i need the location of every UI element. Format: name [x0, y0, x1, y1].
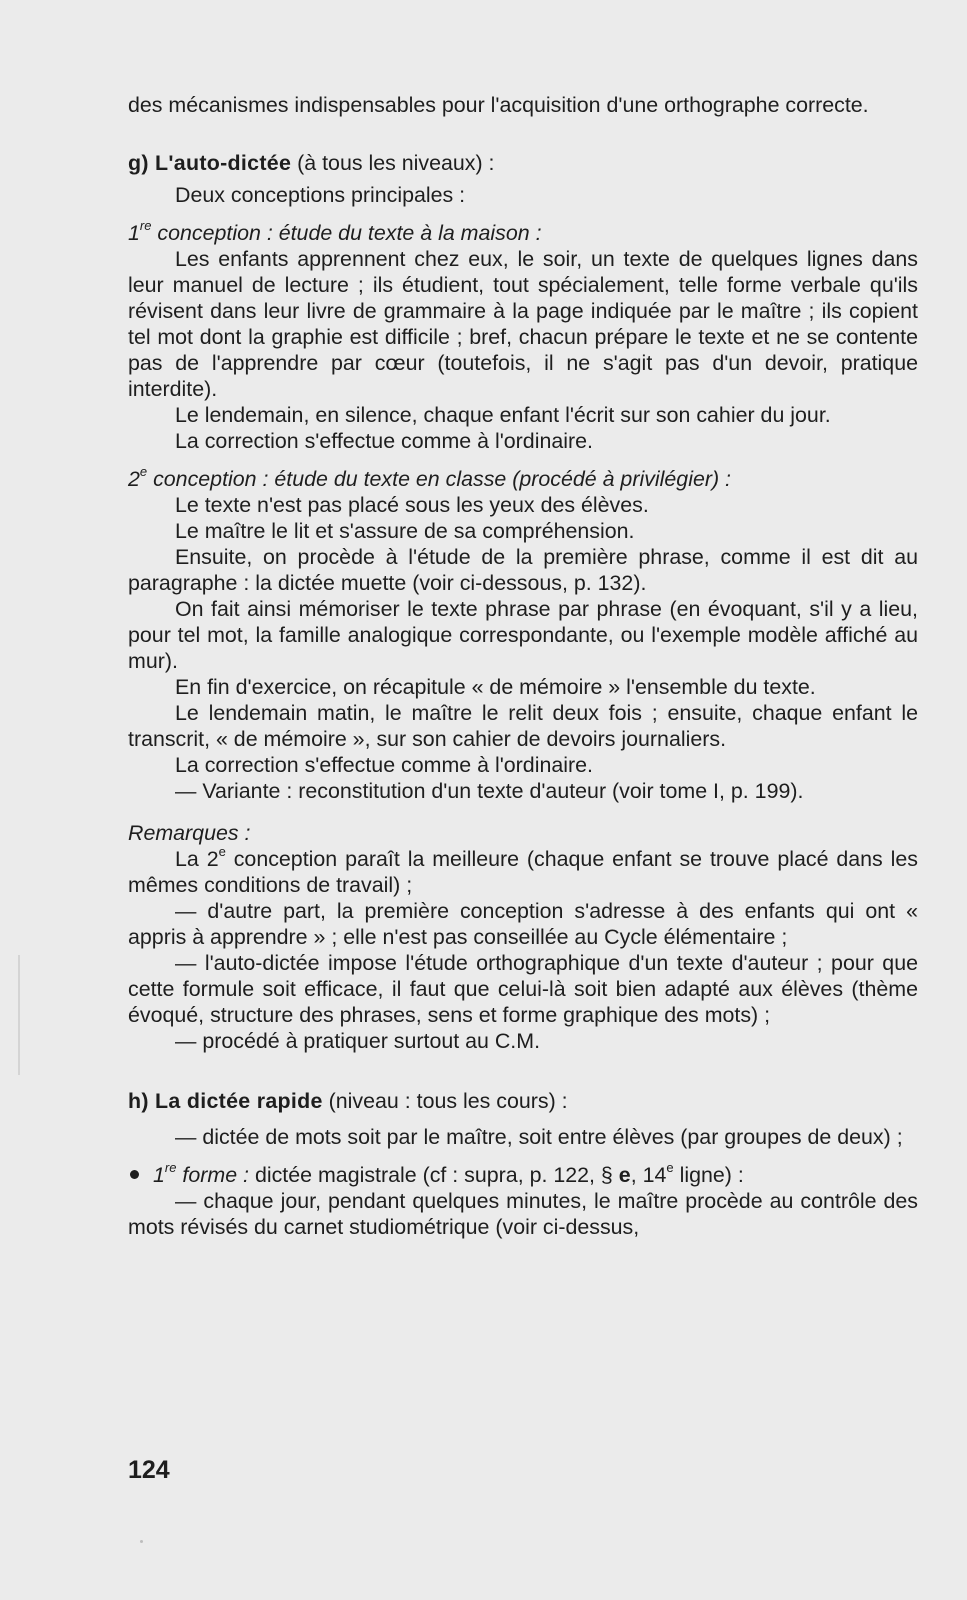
conception-1-heading — [128, 217, 918, 246]
form-1-sup: re — [164, 1159, 177, 1175]
page-number: 124 — [128, 1456, 170, 1484]
remark-1 — [128, 843, 918, 898]
form-1-sup-2: e — [666, 1159, 674, 1175]
section-g-label: g) L'auto-dictée — [128, 151, 292, 175]
conceptions-intro: Deux conceptions principales : — [175, 183, 466, 207]
remarks-heading: Remarques : — [128, 821, 251, 845]
section-h-heading — [128, 1088, 918, 1114]
conception-2-paragraph-1: Le texte n'est pas placé sous les yeux des élèves. — [175, 493, 649, 517]
intro-paragraph: des mécanismes indispensables pour l'acquisition d'une orthographe correcte. — [128, 93, 869, 117]
page-mark — [140, 1540, 143, 1543]
conception-2-paragraph-3: Ensuite, on procède à l'étude de la première phrase, comme il est dit au paragraphe : la dictée muette (voir ci-dessous, p. 132). — [128, 545, 918, 595]
section-g-suffix: (à tous les niveaux) : — [297, 151, 495, 175]
section-h-paragraph-1: — dictée de mots soit par le maître, soit entre élèves (par groupes de deux) ; — [175, 1125, 903, 1149]
conception-2-paragraph-7: La correction s'effectue comme à l'ordinaire. — [175, 753, 593, 777]
conception-1-paragraph-1: Les enfants apprennent chez eux, le soir, un texte de quelques lignes dans leur manuel de lecture ; ils étudient, tout spécialement, telle forme verbale qu'ils révisent dans leur livre de grammaire à la page indiquée par le maître ; ils copient tel mot dont la graphie est difficile ; bref, chacun prépare le texte et ne se contente pas de l'apprendre par cœur (toutefois, il ne s'agit pas d'un devoir, pratique interdite). — [128, 247, 918, 401]
form-1-bold-e: e — [618, 1163, 631, 1187]
conception-2-paragraph-5: En fin d'exercice, on récapitule « de mémoire » l'ensemble du texte. — [175, 675, 816, 699]
remark-4: — procédé à pratiquer surtout au C.M. — [175, 1029, 541, 1053]
page-body — [128, 92, 918, 1240]
conception-2-paragraph-2: Le maître le lit et s'assure de sa compréhension. — [175, 519, 635, 543]
section-g-heading — [128, 150, 918, 176]
conception-2-paragraph-4: On fait ainsi mémoriser le texte phrase par phrase (en évoquant, s'il y a lieu, pour tel mot, la famille analogique correspondante, ou l'exemple modèle affiché au mur). — [128, 597, 918, 673]
conception-2-variant: — Variante : reconstitution d'un texte d'auteur (voir tome I, p. 199). — [175, 779, 804, 803]
form-1-number: 1 — [153, 1163, 165, 1187]
form-1-text-a: dictée magistrale (cf : supra, p. 122, § — [254, 1163, 613, 1187]
page-mark — [18, 955, 20, 1075]
conception-2-heading — [128, 463, 918, 492]
remark-2: — d'autre part, la première conception s'adresse à des enfants qui ont « appris à apprendre » ; elle n'est pas conseillée au Cycle élémentaire ; — [128, 899, 918, 949]
remark-1-sup: e — [218, 843, 226, 859]
conception-1-paragraph-2: Le lendemain, en silence, chaque enfant l'écrit sur son cahier du jour. — [175, 403, 831, 427]
remark-1-start: La 2 — [175, 847, 219, 871]
conception-1-sup: re — [139, 217, 152, 233]
remark-3: — l'auto-dictée impose l'étude orthographique d'un texte d'auteur ; pour que cette formule soit efficace, il faut que celui-là soit bien adapté aux élèves (thème évoqué, structure des phrases, sens et forme graphique des mots) ; — [128, 951, 918, 1027]
form-1-heading — [128, 1159, 918, 1188]
conception-1-paragraph-3: La correction s'effectue comme à l'ordinaire. — [175, 429, 593, 453]
conception-1-title: conception : étude du texte à la maison : — [157, 221, 542, 245]
conception-2-title: conception : étude du texte en classe (procédé à privilégier) : — [153, 467, 731, 491]
conception-2-number: 2 — [128, 467, 140, 491]
form-1-label: forme : — [182, 1163, 249, 1187]
section-h-paragraph-2: — chaque jour, pendant quelques minutes, le maître procède au contrôle des mots révisés du carnet studiométrique (voir ci-dessus, — [128, 1189, 918, 1239]
section-h-suffix: (niveau : tous les cours) : — [328, 1089, 568, 1113]
conception-2-paragraph-6: Le lendemain matin, le maître le relit deux fois ; ensuite, chaque enfant le transcrit, « de mémoire », sur son cahier de devoirs journaliers. — [128, 701, 918, 751]
conception-2-sup: e — [139, 463, 148, 479]
section-h-label: h) La dictée rapide — [128, 1089, 323, 1113]
conception-1-number: 1 — [128, 221, 140, 245]
form-1-text-b: , 14 — [630, 1163, 667, 1187]
form-1-text-c: ligne) : — [673, 1163, 744, 1187]
bullet-icon — [130, 1170, 139, 1179]
remark-1-end: conception paraît la meilleure (chaque enfant se trouve placé dans les mêmes conditions de travail) ; — [128, 847, 918, 897]
